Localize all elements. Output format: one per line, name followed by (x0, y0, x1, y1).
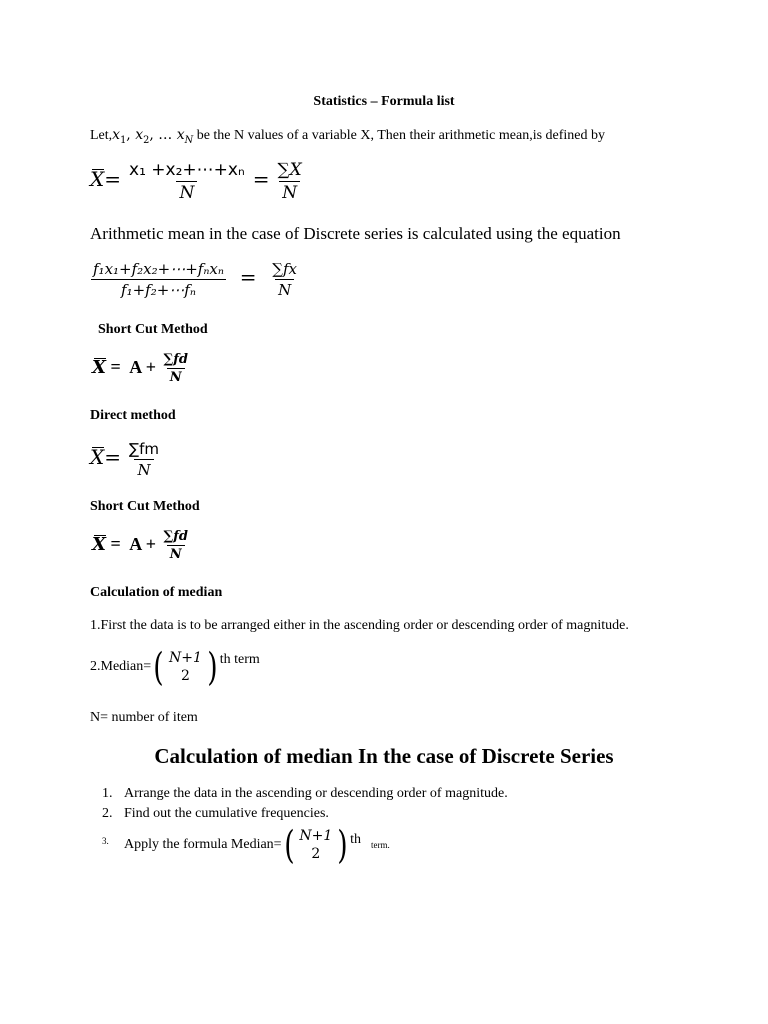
median-numerator: N+1 (169, 650, 202, 666)
intro-var1-sub: 1 (120, 134, 127, 146)
discrete-median-term: term. (371, 840, 390, 850)
shortcut2-eq: = (110, 533, 121, 554)
formula2-fraction2 (269, 260, 300, 299)
discrete-median-denominator: 2 (311, 846, 321, 862)
formula1-fraction (126, 160, 248, 203)
intro-sep1: , (126, 127, 136, 143)
n-definition: N= number of item (90, 710, 198, 725)
direct-numerator: ∑fm (129, 440, 160, 458)
median-denominator: 2 (180, 668, 190, 684)
formula1-eq: = (104, 167, 122, 192)
discrete-median-formula: ( N+1 2 ) (283, 823, 348, 867)
shortcut1-a-term: A + (129, 356, 156, 377)
intro-dots: , … (149, 127, 177, 143)
discrete-median-fraction (296, 828, 335, 862)
shortcut1-numerator: ∑fd (163, 352, 188, 367)
intro-prefix: Let, (90, 128, 113, 143)
discrete-median-formula-line: Apply the formula Median= ( N+1 2 ) th term. (124, 823, 390, 867)
formula1-numerator: x₁ +x₂+⋯+xₙ (129, 160, 245, 180)
formula2-numerator2: ∑fx (272, 260, 298, 278)
shortcut2-denominator: N (167, 545, 185, 562)
formula-discrete-mean (90, 260, 300, 299)
shortcut1-eq: = (110, 356, 121, 377)
formula1-denominator2: N (279, 181, 300, 203)
formula-shortcut-1 (92, 352, 191, 385)
shortcut2-fraction (161, 529, 191, 562)
intro-sentence (90, 127, 605, 146)
shortcut1-denominator: N (167, 368, 185, 385)
xbar-symbol: X (92, 533, 106, 555)
xbar-symbol: X (92, 356, 106, 378)
shortcut-heading-1: Short Cut Method (98, 322, 208, 337)
formula1-denominator: N (176, 181, 197, 203)
shortcut2-a-term: A + (129, 533, 156, 554)
list-item: 3. Apply the formula Median= ( N+1 2 ) th term. (102, 823, 390, 867)
formula-shortcut-2 (92, 529, 191, 562)
xbar-symbol: X (90, 167, 105, 192)
formula1-fraction2 (275, 160, 305, 203)
formula1-numerator2: ∑X (277, 160, 302, 180)
page-title: Statistics – Formula list (313, 94, 455, 109)
discrete-median-heading: Calculation of median In the case of Discrete Series (154, 744, 614, 768)
direct-denominator: N (134, 459, 153, 479)
median-heading: Calculation of median (90, 585, 223, 600)
formula1-eq2: = (252, 167, 270, 192)
median-step2 (90, 645, 260, 689)
intro-var2: x (135, 127, 144, 143)
intro-varN-sub: N (184, 134, 194, 146)
formula2-denominator: f₁+f₂+⋯fₙ (91, 279, 226, 299)
direct-fraction (126, 440, 162, 479)
shortcut1-fraction (161, 352, 191, 385)
formula-arithmetic-mean (90, 160, 305, 203)
formula-direct (90, 440, 162, 479)
discrete-median-numerator: N+1 (299, 828, 333, 844)
direct-eq: = (104, 445, 122, 470)
intro-varN: x (176, 127, 185, 143)
xbar-symbol: X (90, 445, 105, 470)
discrete-median-th: th (350, 832, 362, 847)
shortcut2-numerator: ∑fd (163, 529, 188, 544)
median-fraction (166, 650, 205, 684)
formula2-denominator2: N (275, 279, 294, 299)
discrete-series-sentence: Arithmetic mean in the case of Discrete series is calculated using the equation (90, 224, 621, 243)
median-step1: 1.First the data is to be arranged either in the ascending order or descending order of magnitude. (90, 618, 629, 633)
formula2-eq: = (239, 264, 257, 289)
intro-var2-sub: 2 (143, 134, 150, 146)
median-step2-suffix: th term (219, 652, 260, 667)
median-formula: ( N+1 2 ) (153, 645, 218, 689)
formula2-numerator: f₁x₁+f₂x₂+⋯+fₙxₙ (93, 260, 224, 278)
shortcut-heading-2: Short Cut Method (90, 499, 200, 514)
median-step2-prefix: 2.Median= (90, 659, 152, 674)
formula2-fraction (90, 260, 227, 299)
intro-var1: x (112, 127, 121, 143)
direct-method-heading: Direct method (90, 408, 176, 423)
intro-suffix: be the N values of a variable X, Then their arithmetic mean,is defined by (193, 128, 606, 143)
